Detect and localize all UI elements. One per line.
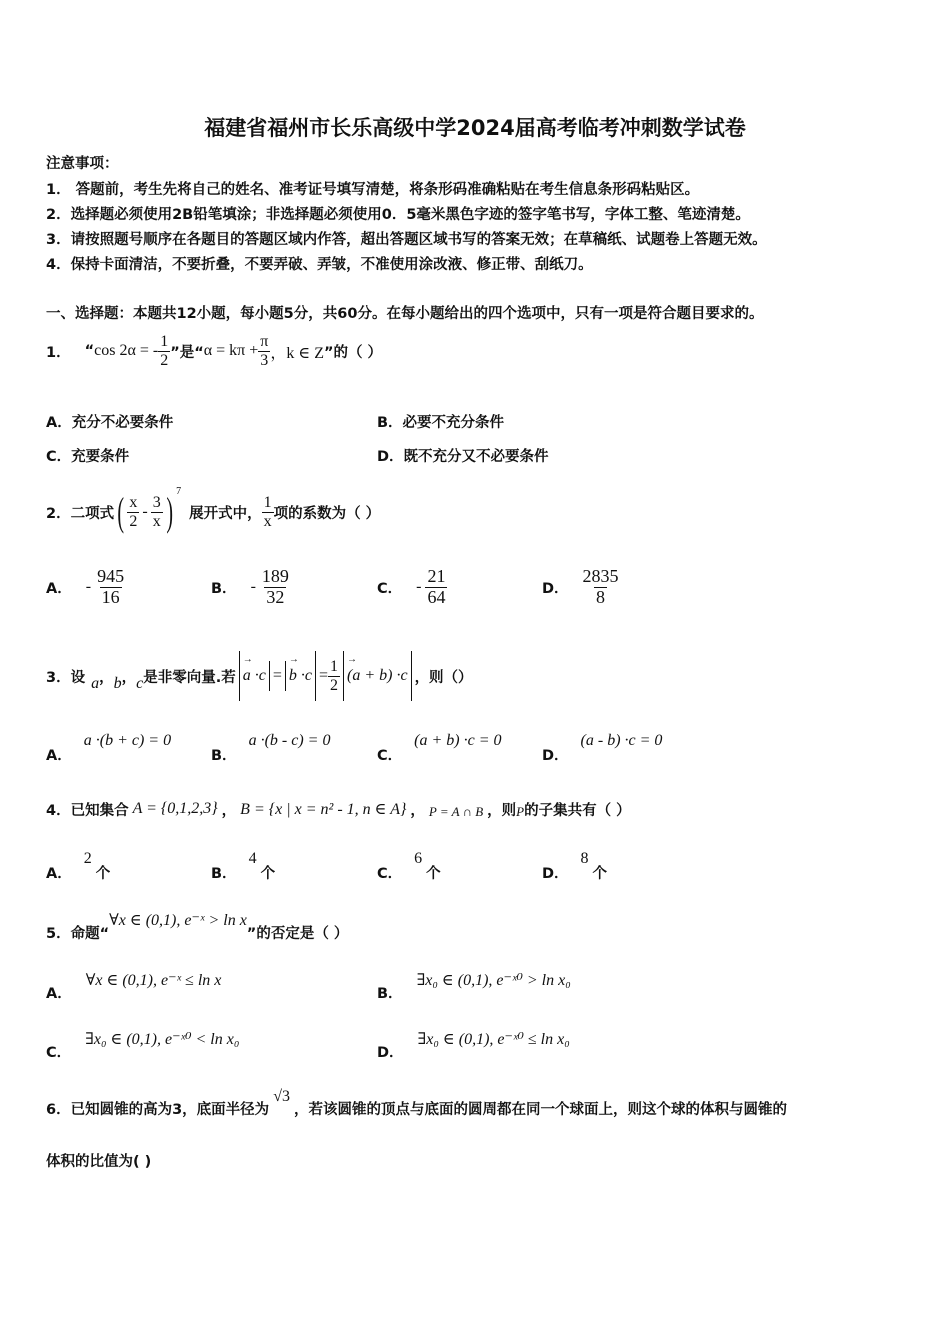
q6-prefix: 6．已知圆锥的高为3，底面半径为 (46, 1102, 270, 1118)
q5-option-d-label: D． (377, 1045, 404, 1061)
q2-option-d-num: 2835 (582, 565, 619, 586)
q5-tail: ”的否定是（ ） (246, 926, 349, 942)
question-5 (46, 910, 348, 943)
q1-frac2-den: 3 (260, 351, 269, 369)
q2-option-a-frac (95, 567, 126, 608)
q4-p: P (516, 804, 525, 819)
q2-option-d-den: 8 (596, 586, 606, 607)
q4-option-a-label: A． (46, 866, 72, 882)
question-6 (46, 1088, 787, 1119)
q2-prefix: 2．二项式 (46, 505, 115, 522)
q1-expr1: cos 2α = - (94, 342, 159, 359)
q5-option-c[interactable] (46, 1029, 239, 1062)
q4-option-d[interactable] (542, 850, 607, 883)
q4-option-b-value: 4 (248, 850, 257, 867)
q3-option-b-expr: a ·(b - c) = 0 (248, 732, 331, 749)
q4-option-c-label: C． (377, 866, 403, 882)
q4-set-b: B = {x | x = n² - 1, n ∈ A} (240, 801, 407, 818)
q3-option-b-label: B． (211, 748, 237, 764)
notice-item-1: 1． 答题前，考生先将自己的姓名、准考证号填写清楚，将条形码准确粘贴在考生信息条形码粘贴区。 (46, 182, 700, 198)
q2-option-d-frac (581, 567, 621, 608)
q2-option-b-den: 32 (266, 586, 285, 607)
question-3 (46, 648, 473, 704)
q1-option-d[interactable]: D．既不充分又不必要条件 (377, 449, 549, 465)
q1-open-quote: “ (84, 343, 95, 359)
q4-prefix: 4．已知集合 (46, 802, 129, 819)
q2-option-b-num: 189 (261, 565, 289, 586)
q1-option-c[interactable]: C．充要条件 (46, 449, 130, 465)
q4-option-a-value: 2 (83, 850, 92, 867)
q3-vec-b: b (113, 675, 122, 692)
q5-option-c-label: C． (46, 1045, 72, 1061)
q3-eq-1: = (272, 667, 282, 684)
q5-option-b-expr: ∃x₀ ∈ (0,1), e⁻ˣ⁰ > ln x₀ (416, 972, 571, 989)
q2-right-paren: ) (166, 489, 173, 534)
q3-half-den: 2 (330, 676, 338, 694)
q2-frac-x2-den: 2 (129, 512, 138, 530)
q1-option-b[interactable]: B．必要不充分条件 (377, 415, 505, 431)
q4-option-c[interactable] (377, 850, 441, 883)
q3-option-c[interactable] (377, 732, 502, 765)
q3-option-a-expr: a ·(b + c) = 0 (83, 732, 172, 749)
q3-option-c-expr: (a + b) ·c = 0 (414, 732, 502, 749)
q3-abs-bar (315, 651, 316, 701)
q2-option-d[interactable] (542, 562, 621, 612)
q3-abs-bar (343, 651, 344, 701)
q3-vec-a: a (91, 675, 100, 692)
q2-mid: 展开式中， (189, 505, 262, 522)
q3-option-d[interactable] (542, 732, 662, 765)
q1-frac1 (158, 333, 170, 369)
q3-half (328, 658, 340, 694)
q1-expr3: ，k ∈ Z (270, 344, 324, 362)
q1-number: 1． (46, 344, 71, 361)
q5-option-a-expr: ∀x ∈ (0,1), e⁻ˣ ≤ ln x (85, 972, 222, 989)
q1-frac2 (258, 333, 270, 369)
q5-option-d[interactable] (377, 1029, 570, 1062)
q4-option-d-value: 8 (580, 850, 589, 867)
notice-item-3: 3．请按照题号顺序在各题目的答题区域内作答，超出答题区域书写的答案无效；在草稿纸、试题卷上答题无效。 (46, 232, 767, 248)
q1-frac2-num: π (260, 332, 269, 350)
q2-option-c-frac (425, 567, 447, 608)
q4-option-b-label: B． (211, 866, 237, 882)
q3-option-a-label: A． (46, 748, 72, 764)
q3-comma-2: ， (121, 669, 137, 686)
q5-prefix: 5．命题“ (46, 926, 110, 942)
q1-expr2: α = kπ + (203, 342, 259, 359)
q4-tail: 的子集共有（ ） (524, 802, 631, 819)
section-heading: 一、选择题：本题共12小题，每小题5分，共60分。在每小题给出的四个选项中，只有一项是符合题目要求的。 (46, 306, 764, 322)
q3-eq-2: = (318, 667, 328, 684)
q1-frac1-num: 1 (160, 332, 169, 350)
question-2 (46, 484, 380, 540)
q2-frac-3x-den: x (152, 512, 161, 530)
q3-expr-abc: → (a + b) ·c (347, 667, 408, 685)
q5-option-b-label: B． (377, 986, 403, 1002)
q2-left-paren: ( (117, 489, 125, 534)
q2-option-b[interactable] (211, 562, 291, 612)
q2-option-b-sign: - (250, 578, 256, 595)
q2-frac-3x-num: 3 (152, 493, 161, 511)
q2-exponent: 7 (176, 486, 182, 497)
q2-option-a-num: 945 (97, 565, 125, 586)
q3-option-a[interactable] (46, 732, 171, 765)
q3-expr-bc: → b ·c (289, 667, 312, 685)
q3-tail: ，则（） (414, 669, 473, 686)
q4-option-b-unit: 个 (260, 866, 276, 882)
q2-tail: 项的系数为（ ） (273, 505, 381, 522)
q2-frac-x2-num: x (129, 493, 138, 511)
q3-option-d-label: D． (542, 748, 569, 764)
q4-option-c-value: 6 (414, 850, 423, 867)
exam-title: 福建省福州市长乐高级中学2024届高考临考冲刺数学试卷 (204, 116, 746, 140)
q3-option-d-expr: (a - b) ·c = 0 (580, 732, 663, 749)
q1-mid: ”是“ (170, 344, 204, 361)
q4-option-d-unit: 个 (592, 866, 608, 882)
q5-option-a[interactable] (46, 970, 221, 1003)
q2-option-c-label: C． (377, 580, 403, 597)
q4-sep-1: ， (221, 802, 237, 819)
q2-option-a[interactable] (46, 562, 126, 612)
q1-option-a[interactable]: A．充分不必要条件 (46, 415, 174, 431)
q3-mid: 是非零向量.若 (143, 669, 236, 686)
q4-option-d-label: D． (542, 866, 569, 882)
q2-option-b-frac (260, 567, 291, 608)
q2-option-c[interactable] (377, 562, 447, 612)
q3-expr-ac: → a ·c (243, 667, 266, 685)
q4-option-a-unit: 个 (95, 866, 111, 882)
notice-item-2: 2．选择题必须使用2B铅笔填涂；非选择题必须使用0．5毫米黑色字迹的签字笔书写，字体工整、笔迹清楚。 (46, 207, 750, 223)
q3-prefix: 3．设 (46, 669, 86, 686)
notice-item-4: 4．保持卡面清洁，不要折叠，不要弄破、弄皱，不准使用涂改液、修正带、刮纸刀。 (46, 257, 593, 273)
q5-option-d-expr: ∃x₀ ∈ (0,1), e⁻ˣ⁰ ≤ ln x₀ (417, 1031, 570, 1048)
q2-option-a-den: 16 (101, 586, 120, 607)
q3-half-num: 1 (330, 657, 338, 675)
q2-option-a-sign: - (85, 578, 92, 595)
q2-frac-1x-num: 1 (263, 493, 272, 511)
q3-option-b[interactable] (211, 732, 330, 765)
question-4 (46, 792, 631, 826)
q1-frac1-den: 2 (160, 351, 169, 369)
q2-frac-1x-den: x (263, 512, 272, 530)
q3-abs-bar (411, 651, 412, 701)
q2-option-c-sign: - (416, 578, 422, 595)
q5-expr: ∀x ∈ (0,1), e⁻ˣ > ln x (109, 912, 247, 929)
q2-option-b-label: B． (211, 580, 237, 597)
q5-option-c-expr: ∃x₀ ∈ (0,1), e⁻ˣ⁰ < ln x₀ (85, 1031, 240, 1048)
q3-comma-1: ， (99, 669, 114, 686)
q5-option-a-label: A． (46, 986, 72, 1002)
question-1 (46, 328, 382, 374)
q2-option-c-num: 21 (427, 565, 446, 586)
q4-sep-2: ， (410, 802, 425, 819)
q6-line-2: 体积的比值为( ) (46, 1154, 152, 1170)
q2-option-c-den: 64 (427, 586, 446, 607)
q6-tail: ，若该圆锥的顶点与底面的圆周都在同一个球面上，则这个球的体积与圆锥的 (293, 1102, 787, 1118)
q6-sqrt: √3 (273, 1088, 290, 1105)
q1-tail: ”的（ ） (323, 344, 383, 361)
q4-set-a: A = {0,1,2,3} (132, 800, 218, 817)
q2-frac-1x (262, 494, 274, 530)
q3-abs-bar (269, 661, 270, 691)
q3-abs-bar (239, 651, 240, 701)
q2-option-a-label: A． (46, 580, 72, 597)
q2-frac-3x (151, 494, 163, 530)
q2-minus: - (142, 503, 148, 520)
q4-option-c-unit: 个 (426, 866, 441, 882)
q3-option-c-label: C． (377, 748, 403, 764)
notice-heading: 注意事项： (46, 156, 119, 172)
q5-option-b[interactable] (377, 970, 571, 1003)
q3-vec-c: c (136, 675, 144, 692)
q2-option-d-label: D． (542, 580, 569, 597)
q4-set-p: P = A ∩ B (428, 804, 484, 819)
q4-mid: ，则 (487, 802, 517, 819)
q4-option-b[interactable] (211, 850, 275, 883)
q2-frac-x2 (127, 494, 139, 530)
q3-abs-bar (285, 661, 286, 691)
q4-option-a[interactable] (46, 850, 110, 883)
